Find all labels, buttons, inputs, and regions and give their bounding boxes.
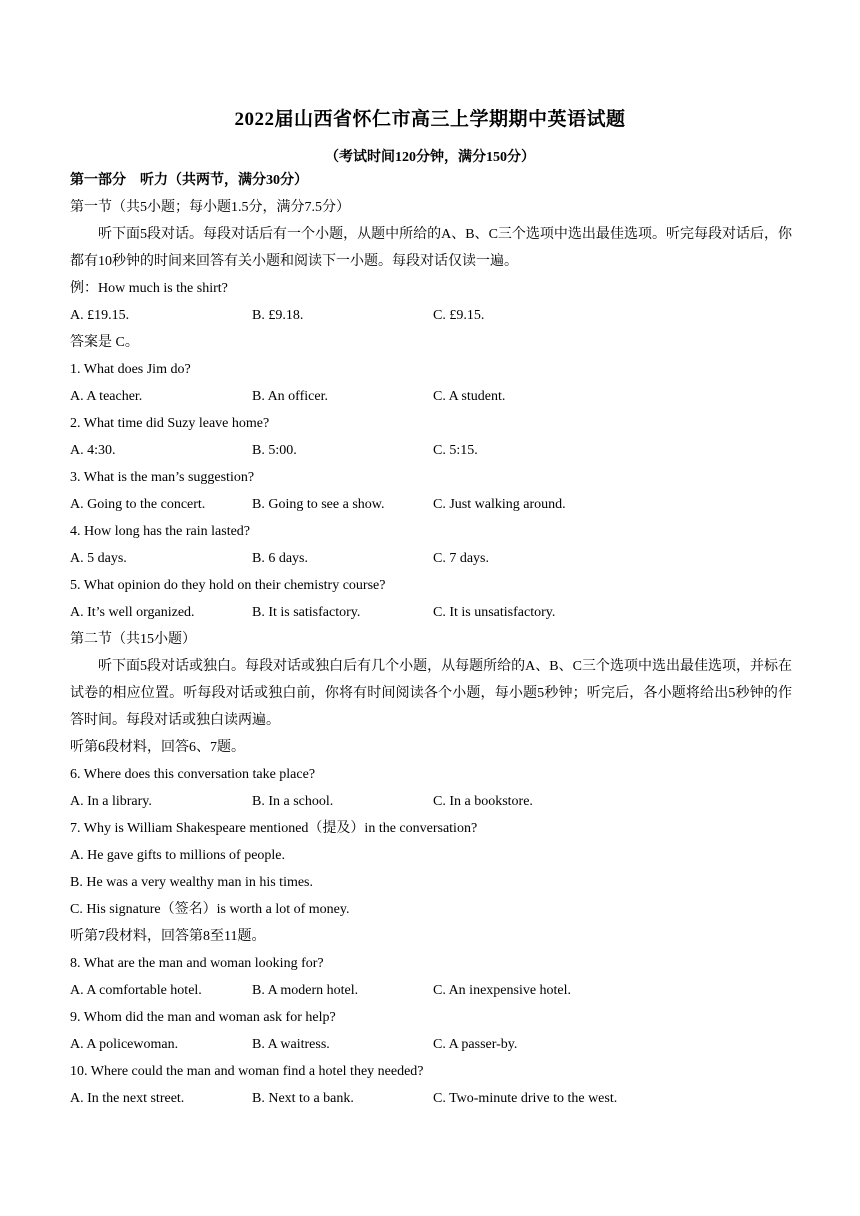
q5-option-b: B. It is satisfactory. (252, 605, 361, 620)
question-4: 4. How long has the rain lasted? (70, 524, 251, 539)
q4-option-a: A. 5 days. (70, 551, 127, 566)
q3-option-a: A. Going to the concert. (70, 497, 206, 512)
example-question: 例：How much is the shirt? (70, 281, 228, 296)
page-title: 2022届山西省怀仁市高三上学期期中英语试题 (234, 109, 626, 130)
q1-option-b: B. An officer. (252, 389, 328, 404)
q9-option-c: C. A passer-by. (433, 1037, 518, 1052)
example-option-a: A. £19.15. (70, 308, 130, 323)
q3-option-c: C. Just walking around. (433, 497, 566, 512)
q2-option-c: C. 5:15. (433, 443, 478, 458)
q2-option-b: B. 5:00. (252, 443, 297, 458)
q10-option-a: A. In the next street. (70, 1091, 185, 1106)
q8-option-b: B. A modern hotel. (252, 983, 359, 998)
q7-option-b: B. He was a very wealthy man in his times. (70, 875, 314, 890)
section2-heading: 第二节（共15小题） (70, 632, 196, 647)
q6-option-b: B. In a school. (252, 794, 334, 809)
exam-subtitle: （考试时间120分钟，满分150分） (325, 150, 535, 165)
q5-option-a: A. It’s well organized. (70, 605, 195, 620)
q10-option-b: B. Next to a bank. (252, 1091, 354, 1106)
q6-option-a: A. In a library. (70, 794, 152, 809)
q1-option-a: A. A teacher. (70, 389, 143, 404)
q9-option-b: B. A waitress. (252, 1037, 330, 1052)
q7-option-a: A. He gave gifts to millions of people. (70, 848, 286, 863)
section1-heading: 第一节（共5小题；每小题1.5分，满分7.5分） (70, 200, 350, 215)
q4-option-c: C. 7 days. (433, 551, 489, 566)
q8-option-c: C. An inexpensive hotel. (433, 983, 572, 998)
part1-heading: 第一部分 听力（共两节，满分30分） (70, 173, 308, 188)
q3-option-b: B. Going to see a show. (252, 497, 385, 512)
question-6: 6. Where does this conversation take place? (70, 767, 316, 782)
q7-option-c: C. His signature（签名）is worth a lot of money. (70, 902, 350, 917)
q10-option-c: C. Two-minute drive to the west. (433, 1091, 618, 1106)
question-3: 3. What is the man’s suggestion? (70, 470, 255, 485)
question-9: 9. Whom did the man and woman ask for help? (70, 1010, 336, 1025)
question-1: 1. What does Jim do? (70, 362, 191, 377)
question-10: 10. Where could the man and woman find a hotel they needed? (70, 1064, 424, 1079)
question-8: 8. What are the man and woman looking for? (70, 956, 324, 971)
q2-option-a: A. 4:30. (70, 443, 116, 458)
question-5: 5. What opinion do they hold on their chemistry course? (70, 578, 386, 593)
section2-instructions: 听下面5段对话或独白。每段对话或独白后有几个小题，从每题所给的A、B、C三个选项中选出最佳选项，并标在试卷的相应位置。听每段对话或独白前，你将有时间阅读各个小题，每小题5秒钟；听完后，各小题将给出5秒钟的作答时间。每段对话或独白读两遍。 (70, 659, 792, 728)
q5-option-c: C. It is unsatisfactory. (433, 605, 556, 620)
section1-instructions: 听下面5段对话。每段对话后有一个小题，从题中所给的A、B、C三个选项中选出最佳选项。听完每段对话后，你都有10秒钟的时间来回答有关小题和阅读下一小题。每段对话仅读一遍。 (70, 227, 792, 269)
q4-option-b: B. 6 days. (252, 551, 308, 566)
material-7-label: 听第7段材料，回答第8至11题。 (70, 929, 266, 944)
example-option-b: B. £9.18. (252, 308, 304, 323)
q9-option-a: A. A policewoman. (70, 1037, 179, 1052)
q8-option-a: A. A comfortable hotel. (70, 983, 202, 998)
q1-option-c: C. A student. (433, 389, 506, 404)
material-6-label: 听第6段材料，回答6、7题。 (70, 740, 245, 755)
q6-option-c: C. In a bookstore. (433, 794, 533, 809)
question-2: 2. What time did Suzy leave home? (70, 416, 270, 431)
example-answer: 答案是 C。 (70, 335, 139, 350)
question-7: 7. Why is William Shakespeare mentioned（提及）in the conversation? (70, 821, 478, 836)
example-option-c: C. £9.15. (433, 308, 485, 323)
